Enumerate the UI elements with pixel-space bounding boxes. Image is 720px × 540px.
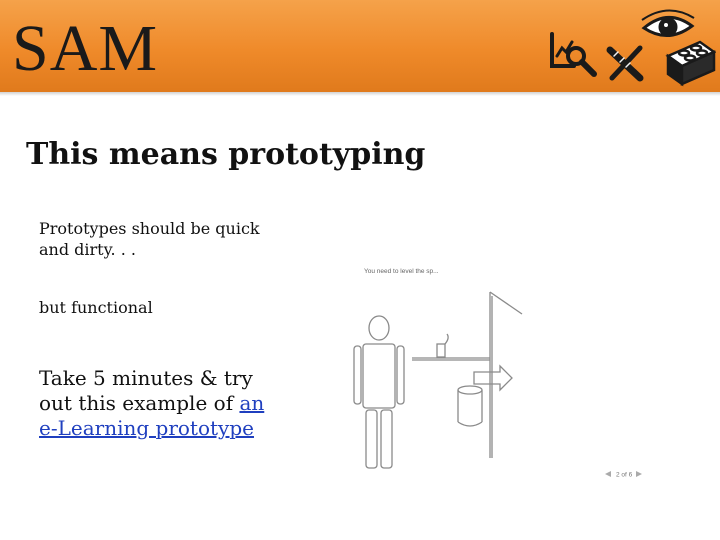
ruler-pencil-icon — [610, 48, 640, 78]
eye-icon — [642, 10, 694, 35]
svg-text:2 of 6: 2 of 6 — [616, 471, 633, 479]
slide-title: This means prototyping — [26, 137, 426, 172]
logo-text: SAM — [12, 12, 159, 85]
chart-magnifier-icon — [552, 34, 594, 74]
prototype-tip-text: Prototypes should be quick and dirty. . . — [39, 219, 260, 259]
preview-pager[interactable] — [605, 471, 642, 479]
functional-note-text: but functional — [39, 298, 153, 317]
prototype-preview-sketch — [340, 262, 650, 482]
building-block-icon — [668, 42, 714, 84]
banner-shadow — [0, 92, 720, 96]
elearning-prototype-link[interactable]: an e-Learning prototype — [39, 391, 265, 440]
cta-prefix: Take 5 minutes & try out this example of — [39, 366, 253, 415]
preview-caption: You need to level the sp... — [364, 268, 439, 275]
header-icon-strip — [540, 4, 716, 90]
call-to-action-text — [39, 366, 269, 441]
